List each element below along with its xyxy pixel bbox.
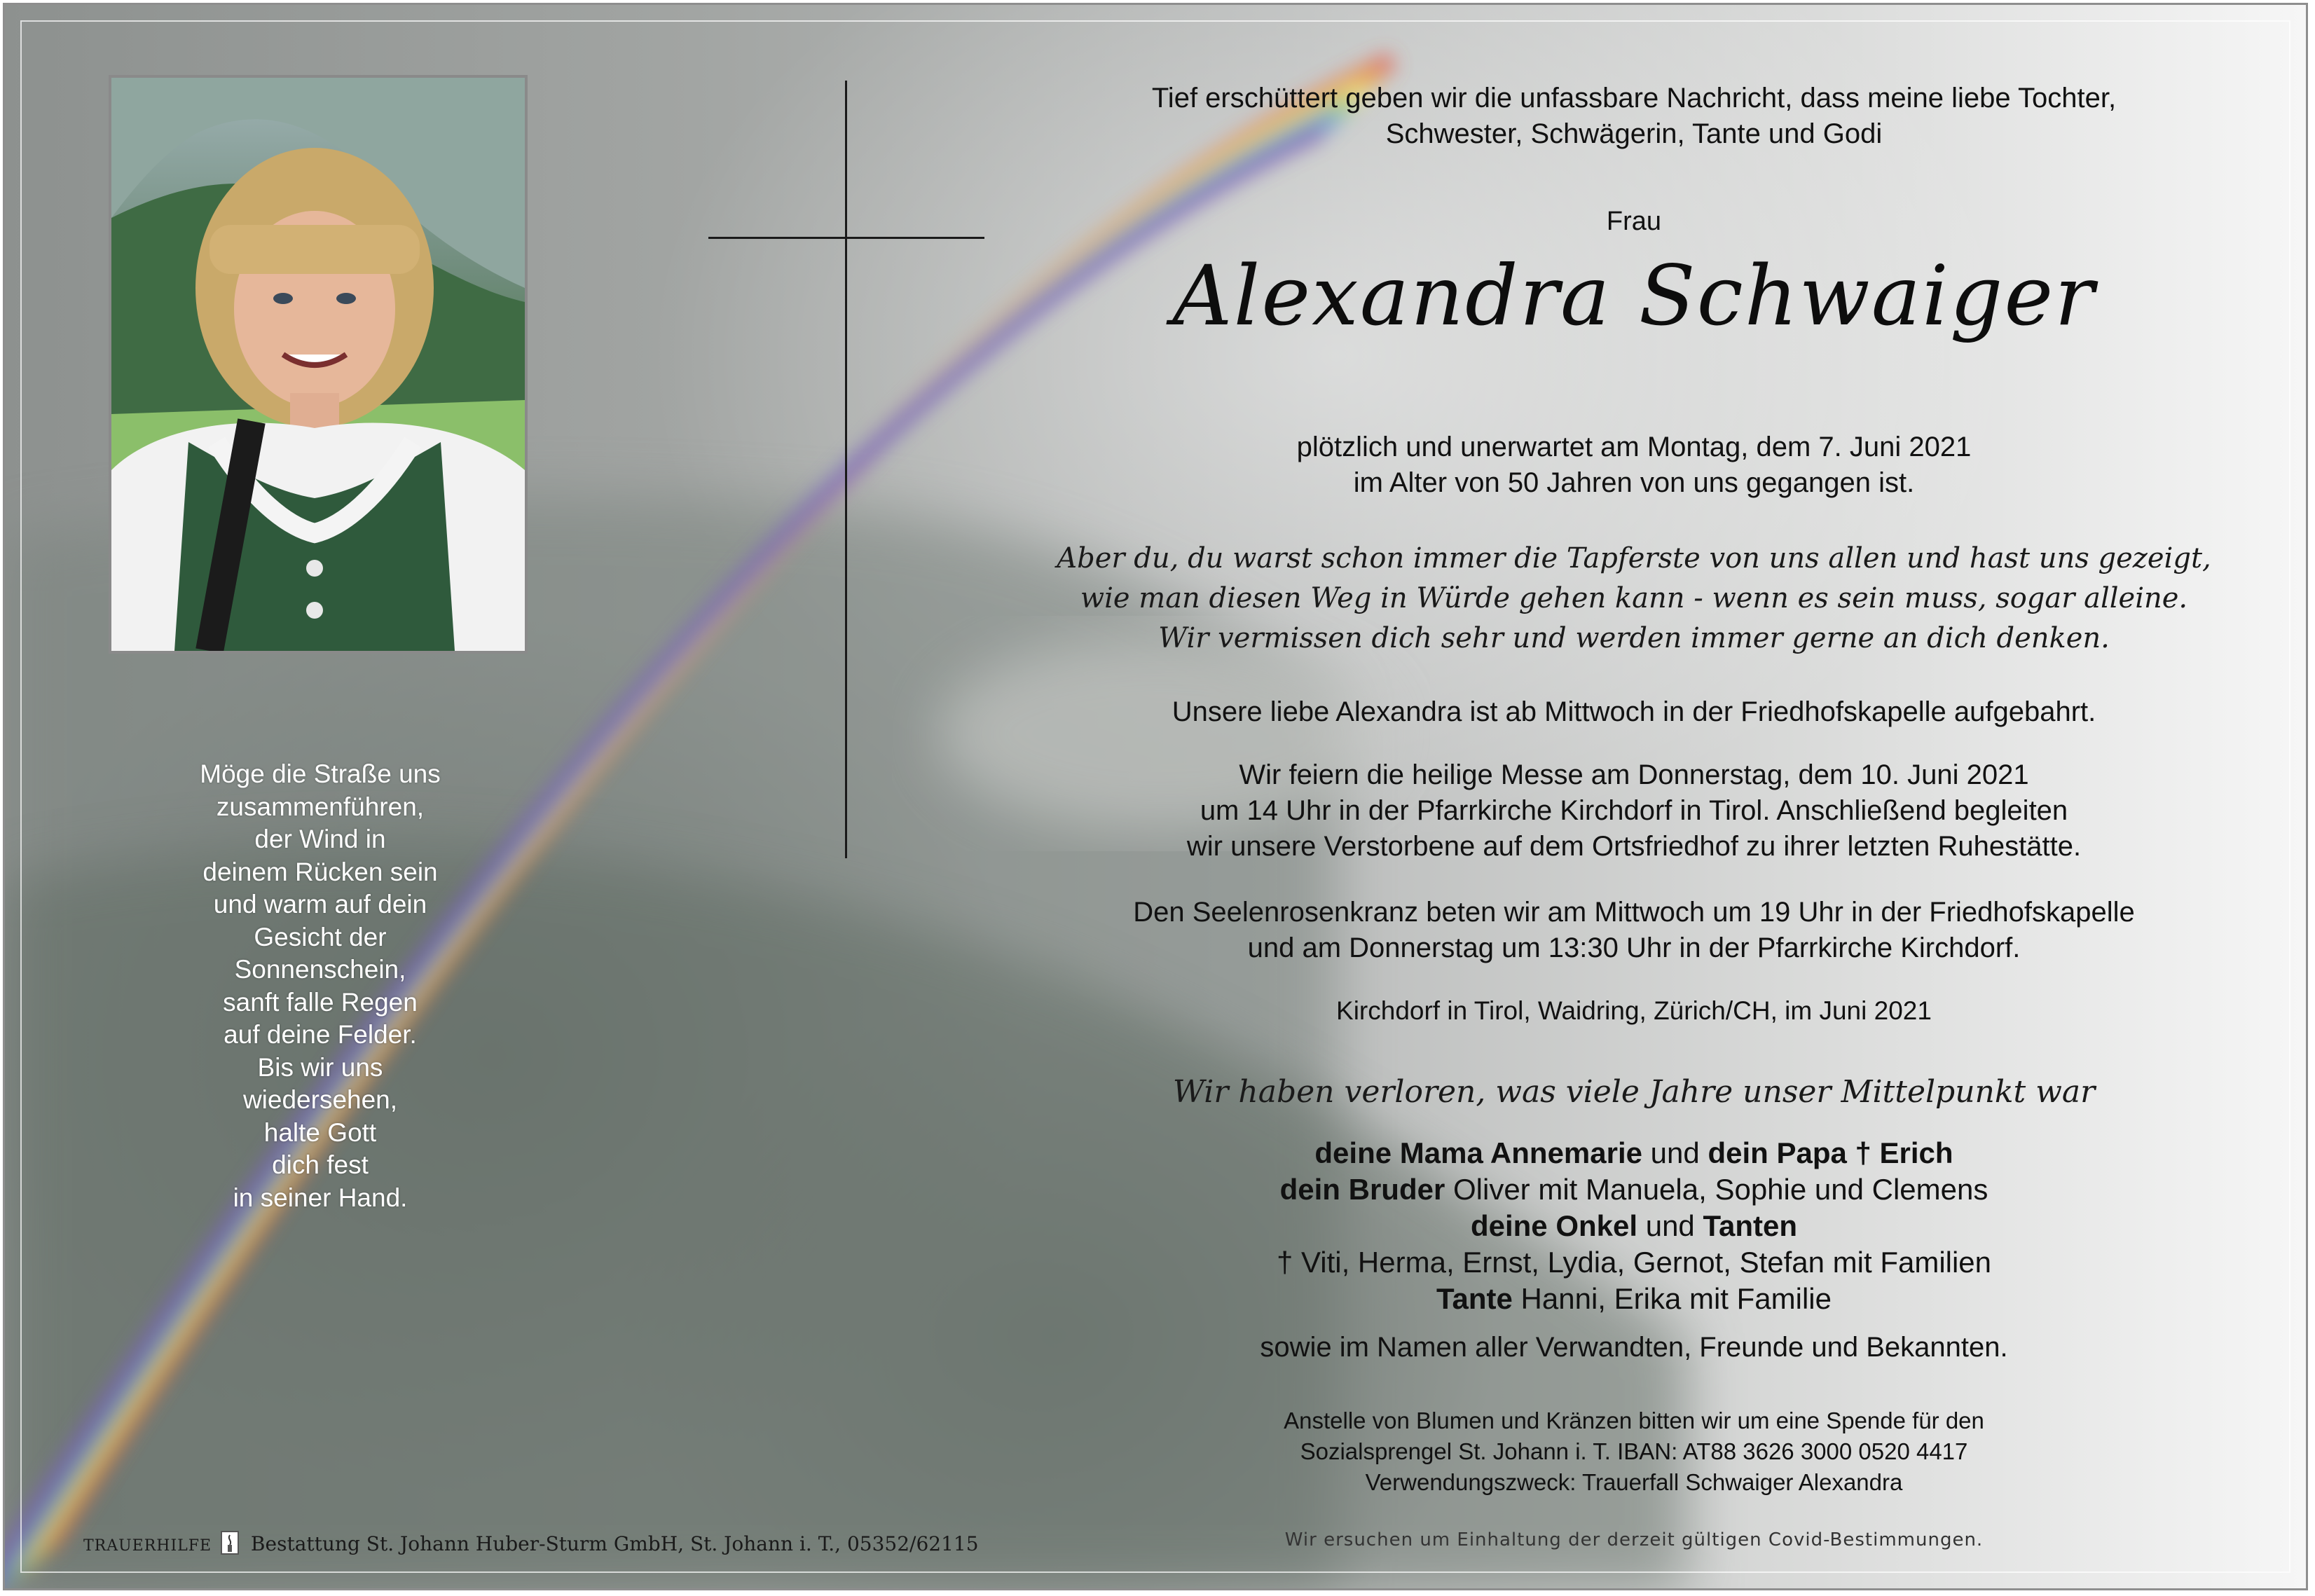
family-aunts-label: Tanten — [1703, 1209, 1798, 1242]
poem-line: Bis wir uns — [257, 1052, 383, 1082]
quote-line-2: wie man diesen Weg in Würde gehen kann - wenn es sein muss, sogar alleine. — [1080, 582, 2188, 614]
mass-notice — [986, 757, 2282, 865]
death-notice-line-1: plötzlich und unerwartet am Montag, dem 7. Juni 2021 — [1296, 432, 1972, 462]
deceased-name: Alexandra Schwaiger — [1172, 247, 2096, 344]
poem-line: Gesicht der — [254, 922, 387, 951]
donation-line-3: Verwendungszweck: Trauerfall Schwaiger Alexandra — [1365, 1469, 1903, 1495]
intro-text — [986, 81, 2282, 152]
funeral-company: Bestattung St. Johann Huber-Sturm GmbH, St. Johann i. T., 05352/62115 — [250, 1532, 979, 1555]
covid-notice: Wir ersuchen um Einhaltung der derzeit gültigen Covid-Bestimmungen. — [1284, 1529, 1984, 1550]
footer — [83, 1531, 979, 1555]
donation-notice — [986, 1405, 2282, 1498]
quote-line-3: Wir vermissen dich sehr und werden immer gerne an dich denken. — [1158, 622, 2110, 654]
rosary-line-1: Den Seelenrosenkranz beten wir am Mittwoch um 19 Uhr in der Friedhofskapelle — [1133, 897, 2135, 928]
death-notice — [986, 429, 2282, 501]
poem-line: deinem Rücken sein — [202, 857, 438, 886]
donation-line-2: Sozialsprengel St. Johann i. T. IBAN: AT88 3626 3000 0520 4417 — [1300, 1438, 1968, 1464]
poem-line: auf deine Felder. — [224, 1020, 417, 1049]
mass-line-3: wir unsere Verstorbene auf dem Ortsfriedhof zu ihrer letzten Ruhestätte. — [1186, 831, 2082, 862]
family-list — [986, 1135, 2282, 1317]
family-uncles-names: † Viti, Herma, Ernst, Lydia, Gernot, Stefan mit Familien — [1276, 1246, 1992, 1279]
place-date: Kirchdorf in Tirol, Waidring, Zürich/CH, im Juni 2021 — [1336, 996, 1932, 1025]
closing-line: sowie im Namen aller Verwandten, Freunde und Bekannten. — [1260, 1332, 2008, 1363]
poem-line: sanft falle Regen — [223, 987, 418, 1017]
family-mama: deine Mama Annemarie — [1314, 1136, 1643, 1169]
family-uncles-and: und — [1637, 1209, 1703, 1242]
poem-line: Sonnenschein, — [234, 955, 406, 984]
intro-line-2: Schwester, Schwägerin, Tante und Godi — [1385, 118, 1883, 149]
family-brother-text: Oliver mit Manuela, Sophie und Clemens — [1445, 1173, 1988, 1206]
salutation: Frau — [1606, 207, 1662, 236]
poem-line: wiedersehen, — [242, 1085, 398, 1114]
poem-line: halte Gott — [263, 1117, 377, 1147]
poem-line: und warm auf dein — [213, 890, 427, 919]
mass-line-1: Wir feiern die heilige Messe am Donnerstag, dem 10. Juni 2021 — [1239, 759, 2029, 790]
death-notice-line-2: im Alter von 50 Jahren von uns gegangen ist. — [1353, 467, 1915, 498]
family-uncles — [986, 1208, 2282, 1244]
portrait-illustration — [111, 78, 525, 651]
donation-line-1: Anstelle von Blumen und Kränzen bitten wir um eine Spende für den — [1284, 1408, 1984, 1433]
family-papa: dein Papa † Erich — [1708, 1136, 1953, 1169]
trauerhilfe-logo: TRAUERHILFE — [83, 1537, 212, 1555]
poem-line: dich fest — [272, 1150, 369, 1179]
intro-line-1: Tief erschüttert geben wir die unfassbare Nachricht, dass meine liebe Tochter, — [1151, 83, 2117, 113]
cross-horizontal — [708, 237, 984, 239]
family-parents — [986, 1135, 2282, 1171]
poem-line: in seiner Hand. — [233, 1183, 408, 1212]
family-aunt-text: Hanni, Erika mit Familie — [1512, 1282, 1832, 1315]
cross-vertical — [845, 81, 847, 858]
family-brother — [986, 1171, 2282, 1208]
rosary-line-2: und am Donnerstag um 13:30 Uhr in der Pfarrkirche Kirchdorf. — [1247, 933, 2021, 963]
quote-line-1: Aber du, du warst schon immer die Tapferste von uns allen und hast uns gezeigt, — [1057, 542, 2211, 575]
candle-icon — [221, 1531, 239, 1555]
poem-line: Möge die Straße uns — [200, 759, 441, 788]
family-uncles-label: deine Onkel — [1470, 1209, 1638, 1242]
blessing-poem — [152, 758, 488, 1214]
family-aunt — [986, 1281, 2282, 1317]
portrait-photo — [109, 75, 528, 654]
poem-line: zusammenführen, — [216, 792, 425, 821]
family-and: und — [1642, 1136, 1708, 1169]
laid-out-notice: Unsere liebe Alexandra ist ab Mittwoch in der Friedhofskapelle aufgebahrt. — [1172, 696, 2096, 727]
memorial-quote — [986, 539, 2282, 659]
rosary-notice — [986, 895, 2282, 966]
family-aunt-label: Tante — [1436, 1282, 1513, 1315]
loss-quote: Wir haben verloren, was viele Jahre unser Mittelpunkt war — [1172, 1074, 2096, 1110]
family-brother-label: dein Bruder — [1279, 1173, 1445, 1206]
mass-line-2: um 14 Uhr in der Pfarrkirche Kirchdorf in Tirol. Anschließend begleiten — [1200, 795, 2068, 826]
poem-line: der Wind in — [254, 825, 386, 853]
obituary-card — [3, 3, 2308, 1590]
